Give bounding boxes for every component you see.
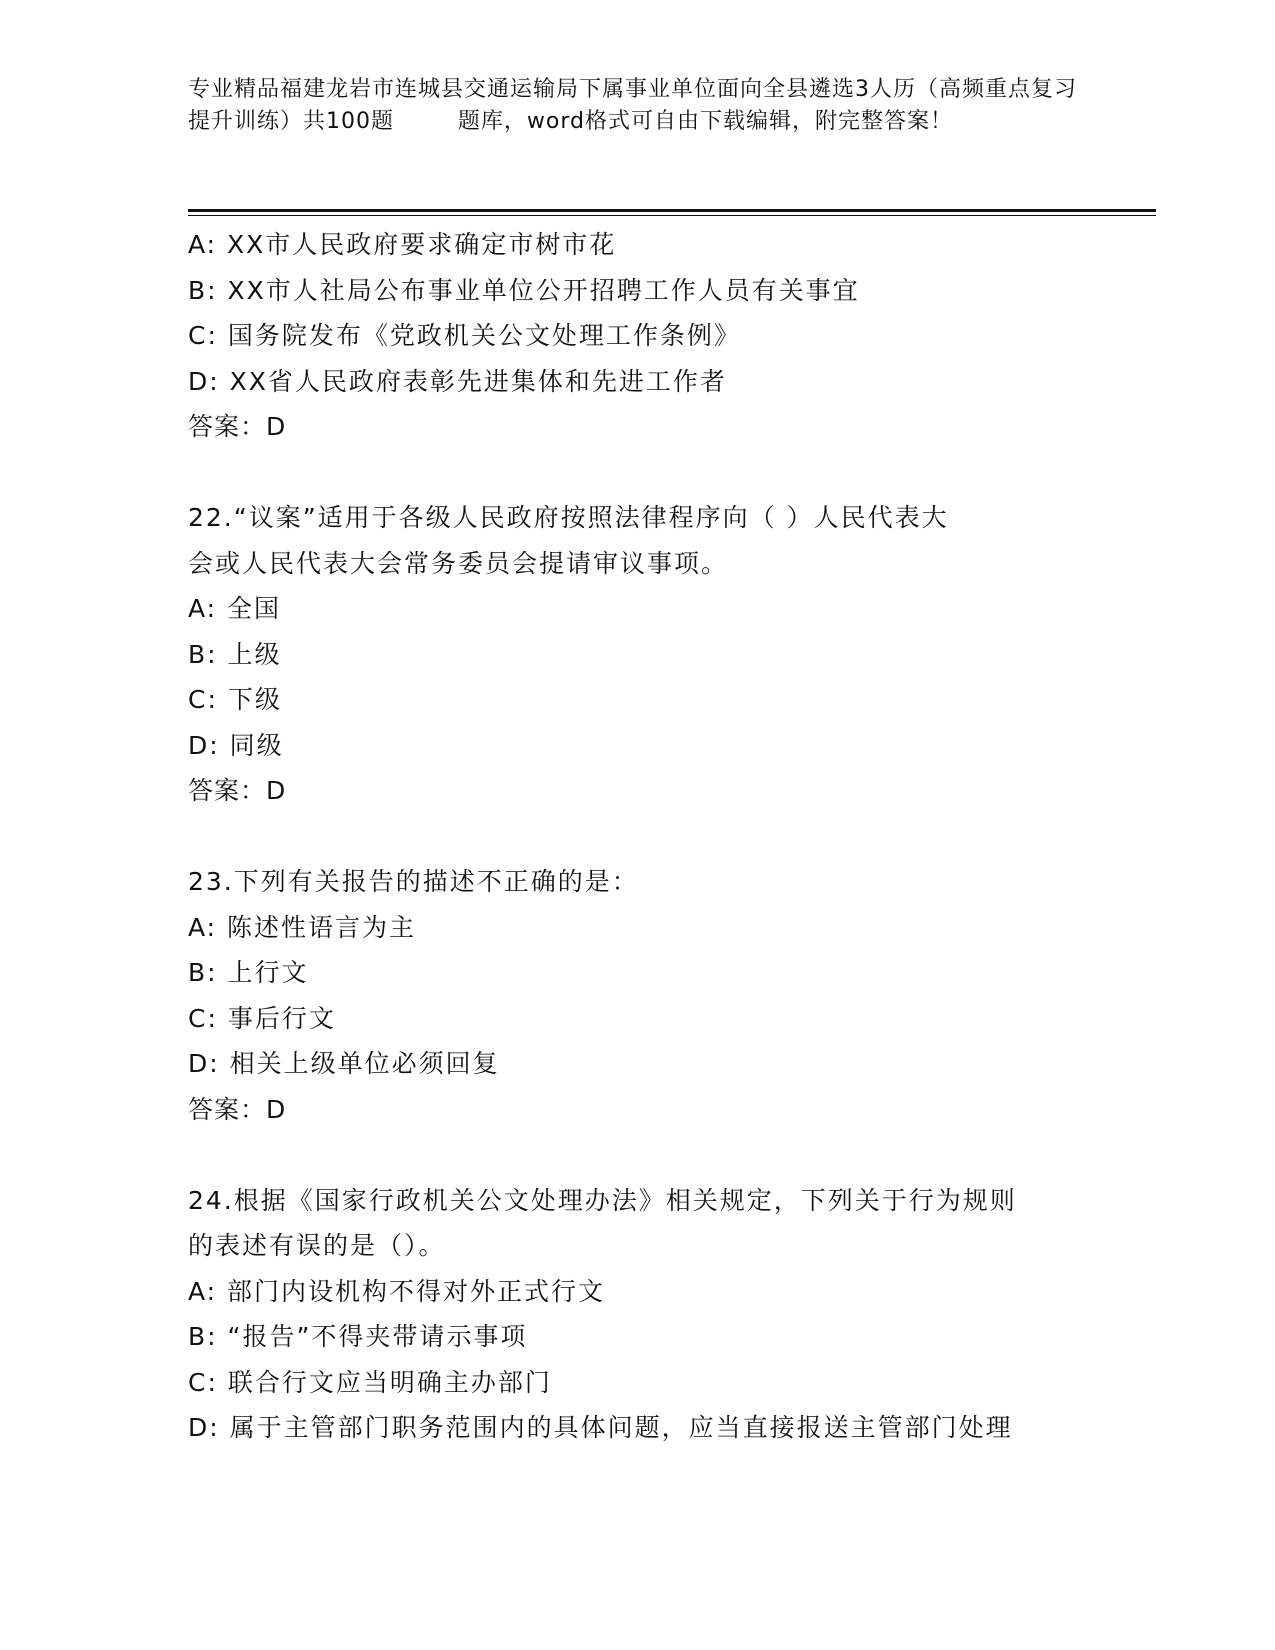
option-b: B: “报告”不得夹带请示事项: [188, 1322, 528, 1351]
question-stem-line-2: 会或人民代表大会常务委员会提请审议事项。: [188, 548, 729, 578]
option-a: A: XX市人民政府要求确定市树市花: [188, 230, 617, 259]
answer-line: 答案：D: [188, 412, 287, 441]
document-header-title: 专业精品福建龙岩市连城县交通运输局下属事业单位面向全县遴选3人历（高频重点复习提升训练）共100题 题库，word格式可自由下载编辑，附完整答案！: [188, 77, 1077, 134]
option-b: B: 上行文: [188, 958, 309, 987]
option-a: A: 部门内设机构不得对外正式行文: [188, 1276, 606, 1306]
question-stem-line-2: 的表述有误的是（）。: [188, 1231, 446, 1260]
question-24: [188, 1178, 1088, 1451]
option-b: B: XX市人社局公布事业单位公开招聘工作人员有关事宜: [188, 275, 860, 305]
option-a: A: 全国: [188, 594, 282, 623]
question-stem-line-1: 24.根据《国家行政机关公文处理办法》相关规定，下列关于行为规则: [188, 1185, 1017, 1215]
question-22: [188, 495, 1088, 814]
option-d: D: XX省人民政府表彰先进集体和先进工作者: [188, 366, 727, 396]
question-23: [188, 859, 1088, 1132]
question-21-partial: [188, 222, 1088, 450]
option-c: C: 国务院发布《党政机关公文处理工作条例》: [188, 321, 741, 350]
answer-line: 答案：D: [188, 1094, 287, 1124]
option-d: D: 同级: [188, 730, 284, 760]
option-a: A: 陈述性语言为主: [188, 912, 417, 942]
option-d: D: 属于主管部门职务范围内的具体问题，应当直接报送主管部门处理: [188, 1413, 1013, 1442]
question-stem-line-1: 22.“议案”适用于各级人民政府按照法律程序向（ ）人民代表大: [188, 503, 949, 532]
header-divider-thick: [188, 209, 1156, 212]
option-c: C: 事后行文: [188, 1003, 336, 1033]
question-content: [188, 222, 1088, 1451]
question-stem-line-1: 23.下列有关报告的描述不正确的是：: [188, 867, 639, 896]
answer-line: 答案：D: [188, 776, 287, 805]
header-divider-thin: [188, 215, 1156, 216]
option-b: B: 上级: [188, 639, 282, 669]
option-d: D: 相关上级单位必须回复: [188, 1049, 500, 1078]
option-c: C: 下级: [188, 685, 282, 714]
option-c: C: 联合行文应当明确主办部门: [188, 1367, 552, 1397]
